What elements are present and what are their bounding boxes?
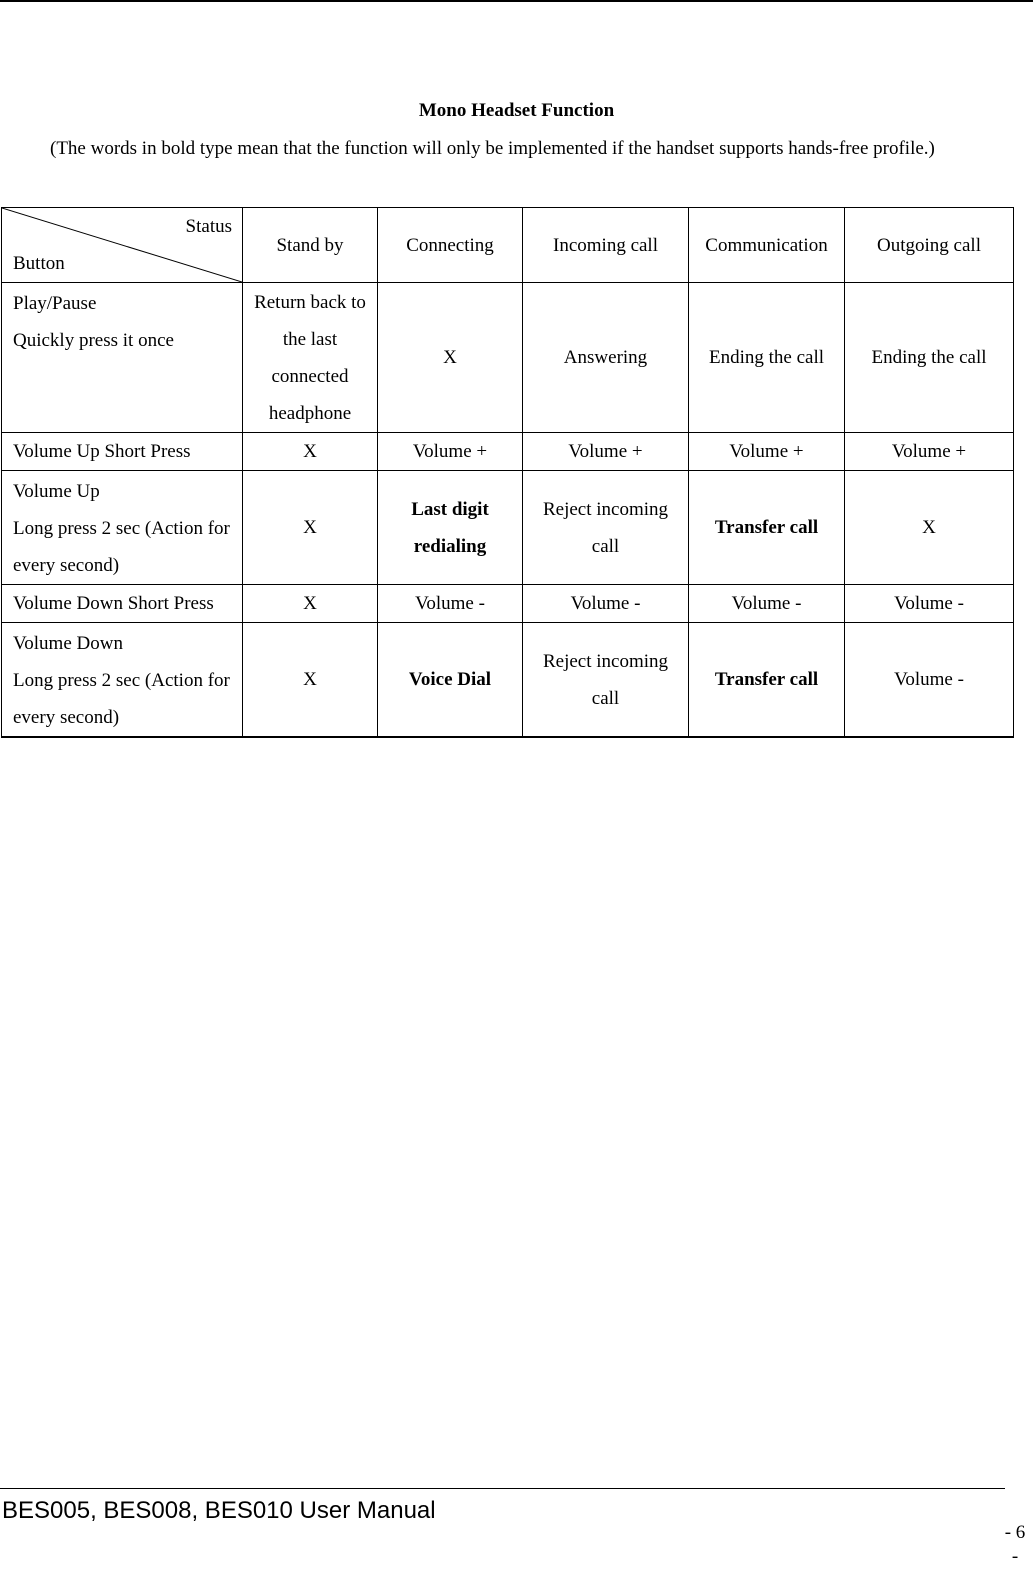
table-row [2,471,1014,585]
table-row [2,623,1014,738]
bold-type-note: (The words in bold type mean that the function will only be implemented if the handset supports hands-free profile.) [50,138,935,159]
page-title: Mono Headset Function [418,100,615,121]
column-header-incoming-call: Incoming call [523,208,689,283]
column-header-stand-by: Stand by [243,208,378,283]
button-name: Volume Down Short Press [13,593,214,614]
button-name: Volume Up Short Press [13,441,191,462]
cell-incoming-call: Reject incoming call [523,471,689,585]
cell-outgoing-call: Ending the call [845,283,1014,433]
table-row [2,283,1014,433]
cell-stand-by: X [243,623,378,738]
page-number: - 6 - [1004,1522,1026,1567]
header-status-label: Status [185,216,232,237]
cell-stand-by: X [243,585,378,623]
header-button-label: Button [13,253,65,274]
table-row [2,585,1014,623]
row-button-cell [2,471,243,585]
row-button-cell [2,283,243,433]
cell-stand-by: Return back to the last connected headphone [243,283,378,433]
function-table [1,207,1014,738]
button-action: Long press 2 sec (Action for every second) [13,518,230,576]
cell-connecting: X [378,283,523,433]
cell-incoming-call: Volume - [523,585,689,623]
cell-communication: Transfer call [689,471,845,585]
cell-communication: Volume + [689,433,845,471]
cell-outgoing-call: X [845,471,1014,585]
cell-outgoing-call: Volume + [845,433,1014,471]
column-header-communication: Communication [689,208,845,283]
cell-outgoing-call: Volume - [845,585,1014,623]
header-corner-cell [2,208,243,283]
footer-rule [0,1488,1005,1489]
cell-connecting: Voice Dial [378,623,523,738]
cell-incoming-call: Volume + [523,433,689,471]
cell-communication: Volume - [689,585,845,623]
button-name: Volume Up [13,481,100,502]
cell-connecting: Last digit redialing [378,471,523,585]
cell-incoming-call: Reject incoming call [523,623,689,738]
cell-outgoing-call: Volume - [845,623,1014,738]
footer-manual-title: BES005, BES008, BES010 User Manual [2,1497,436,1524]
cell-stand-by: X [243,433,378,471]
button-action: Quickly press it once [13,330,174,351]
top-rule [0,0,1033,2]
cell-communication: Ending the call [689,283,845,433]
column-header-outgoing-call: Outgoing call [845,208,1014,283]
cell-connecting: Volume - [378,585,523,623]
row-button-cell [2,433,243,471]
button-name: Play/Pause [13,293,97,314]
row-button-cell [2,623,243,738]
table-row [2,433,1014,471]
button-name: Volume Down [13,633,123,654]
cell-communication: Transfer call [689,623,845,738]
cell-incoming-call: Answering [523,283,689,433]
table-header-row [2,208,1014,283]
column-header-connecting: Connecting [378,208,523,283]
cell-connecting: Volume + [378,433,523,471]
row-button-cell [2,585,243,623]
cell-stand-by: X [243,471,378,585]
button-action: Long press 2 sec (Action for every second) [13,670,230,728]
